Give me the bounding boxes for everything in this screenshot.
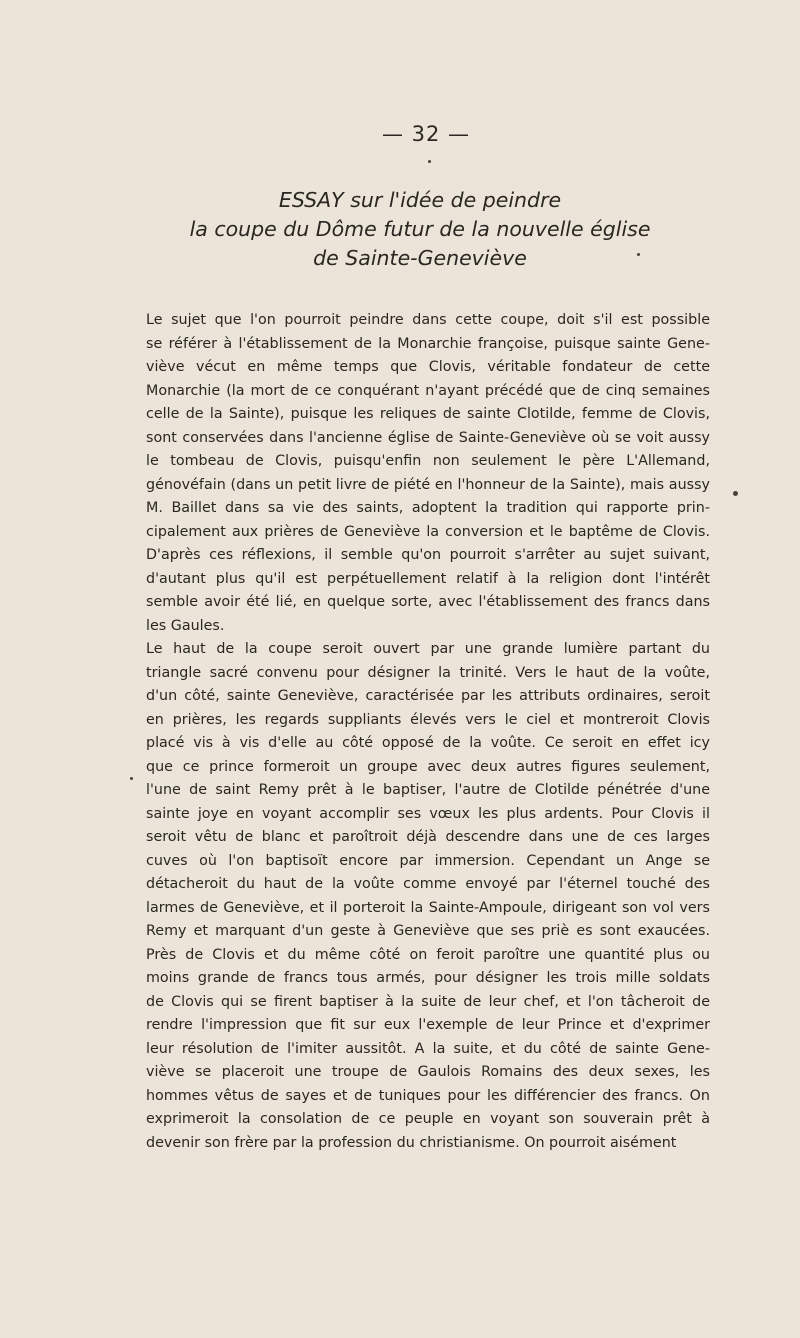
text-line: larmes de Geneviève, et il porteroit la Sainte-Ampoule, dirigeant son vol vers — [146, 899, 710, 916]
text-line: hommes vêtus de sayes et de tuniques pour les différencier des francs. On — [146, 1087, 710, 1104]
text-line: l'une de saint Remy prêt à le baptiser, l'autre de Clotilde pénétrée d'une — [146, 782, 710, 798]
body-text — [146, 309, 710, 1155]
text-line: moins grande de francs tous armés, pour désigner les trois mille soldats — [146, 970, 710, 986]
text-line: détacheroit du haut de la voûte comme envoyé par l'éternel touché des — [146, 876, 710, 892]
ink-speck — [733, 491, 738, 496]
text-line: D'après ces réflexions, il semble qu'on pourroit s'arrêter au sujet suivant, — [146, 547, 710, 563]
ink-speck — [130, 777, 133, 780]
text-line: M. Baillet dans sa vie des saints, adoptent la tradition qui rapporte prin- — [146, 500, 710, 516]
ink-speck — [428, 160, 431, 163]
ink-speck — [637, 253, 640, 256]
text-line: Le sujet que l'on pourroit peindre dans cette coupe, doit s'il est possible — [146, 312, 710, 328]
text-line: semble avoir été lié, en quelque sorte, avec l'établissement des francs dans — [146, 594, 710, 610]
text-line: sainte joye en voyant accomplir ses vœux les plus ardents. Pour Clovis il — [146, 805, 710, 822]
text-line: sont conservées dans l'ancienne église de Sainte-Geneviève où se voit aussy — [146, 429, 710, 446]
title-line-2: la coupe du Dôme futur de la nouvelle église — [189, 217, 651, 241]
text-line: triangle sacré convenu pour désigner la trinité. Vers le haut de la voûte, — [146, 664, 710, 681]
essay-title — [100, 186, 740, 273]
text-line: cuves où l'on baptisoït encore par immersion. Cependant un Ange se — [146, 852, 710, 869]
text-line: de Clovis qui se firent baptiser à la suite de leur chef, et l'on tâcheroit de — [146, 993, 710, 1010]
text-line: Le haut de la coupe seroit ouvert par une grande lumière partant du — [146, 641, 710, 657]
text-line: le tombeau de Clovis, puisqu'enfin non seulement le père L'Allemand, — [146, 453, 710, 469]
text-line: que ce prince formeroit un groupe avec deux autres figures seulement, — [146, 758, 710, 775]
text-line: Monarchie (la mort de ce conquérant n'ayant précédé que de cinq semaines — [146, 382, 710, 399]
text-line: viève vécut en même temps que Clovis, véritable fondateur de cette — [146, 359, 710, 375]
text-line: d'un côté, sainte Geneviève, caractérisée par les attributs ordinaires, seroit — [146, 688, 710, 704]
text-line: génovéfain (dans un petit livre de piété en l'honneur de la Sainte), mais aussy — [146, 476, 710, 493]
title-line-1: ESSAY sur l'idée de peindre — [278, 188, 562, 212]
text-line: rendre l'impression que fit sur eux l'exemple de leur Prince et d'exprimer — [146, 1017, 710, 1033]
text-line: leur résolution de l'imiter aussitôt. A la suite, et du côté de sainte Gene- — [146, 1040, 710, 1057]
text-line: en prières, les regards suppliants élevés vers le ciel et montreroit Clovis — [146, 711, 710, 728]
text-line: viève se placeroit une troupe de Gaulois Romains des deux sexes, les — [146, 1064, 710, 1080]
text-line: cipalement aux prières de Geneviève la conversion et le baptême de Clovis. — [146, 523, 710, 540]
text-line: Près de Clovis et du même côté on feroit paroître une quantité plus ou — [146, 946, 710, 963]
text-line: placé vis à vis d'elle au côté opposé de la voûte. Ce seroit en effet icy — [146, 735, 710, 751]
text-line: d'autant plus qu'il est perpétuellement relatif à la religion dont l'intérêt — [146, 570, 710, 587]
text-line: celle de la Sainte), puisque les reliques de sainte Clotilde, femme de Clovis, — [146, 406, 710, 422]
page-number: — 32 — — [381, 122, 471, 146]
text-line: se référer à l'établissement de la Monarchie françoise, puisque sainte Gene- — [146, 335, 710, 352]
text-line: les Gaules. — [146, 617, 225, 634]
title-line-3: de Sainte-Geneviève — [313, 246, 527, 270]
text-line: exprimeroit la consolation de ce peuple en voyant son souverain prêt à — [146, 1111, 710, 1127]
text-line: seroit vêtu de blanc et paroîtroit déjà descendre dans une de ces larges — [146, 829, 710, 845]
text-line: devenir son frère par la profession du christianisme. On pourroit aisément — [146, 1134, 677, 1151]
text-line: Remy et marquant d'un geste à Geneviève que ses priè es sont exaucées. — [146, 923, 710, 939]
